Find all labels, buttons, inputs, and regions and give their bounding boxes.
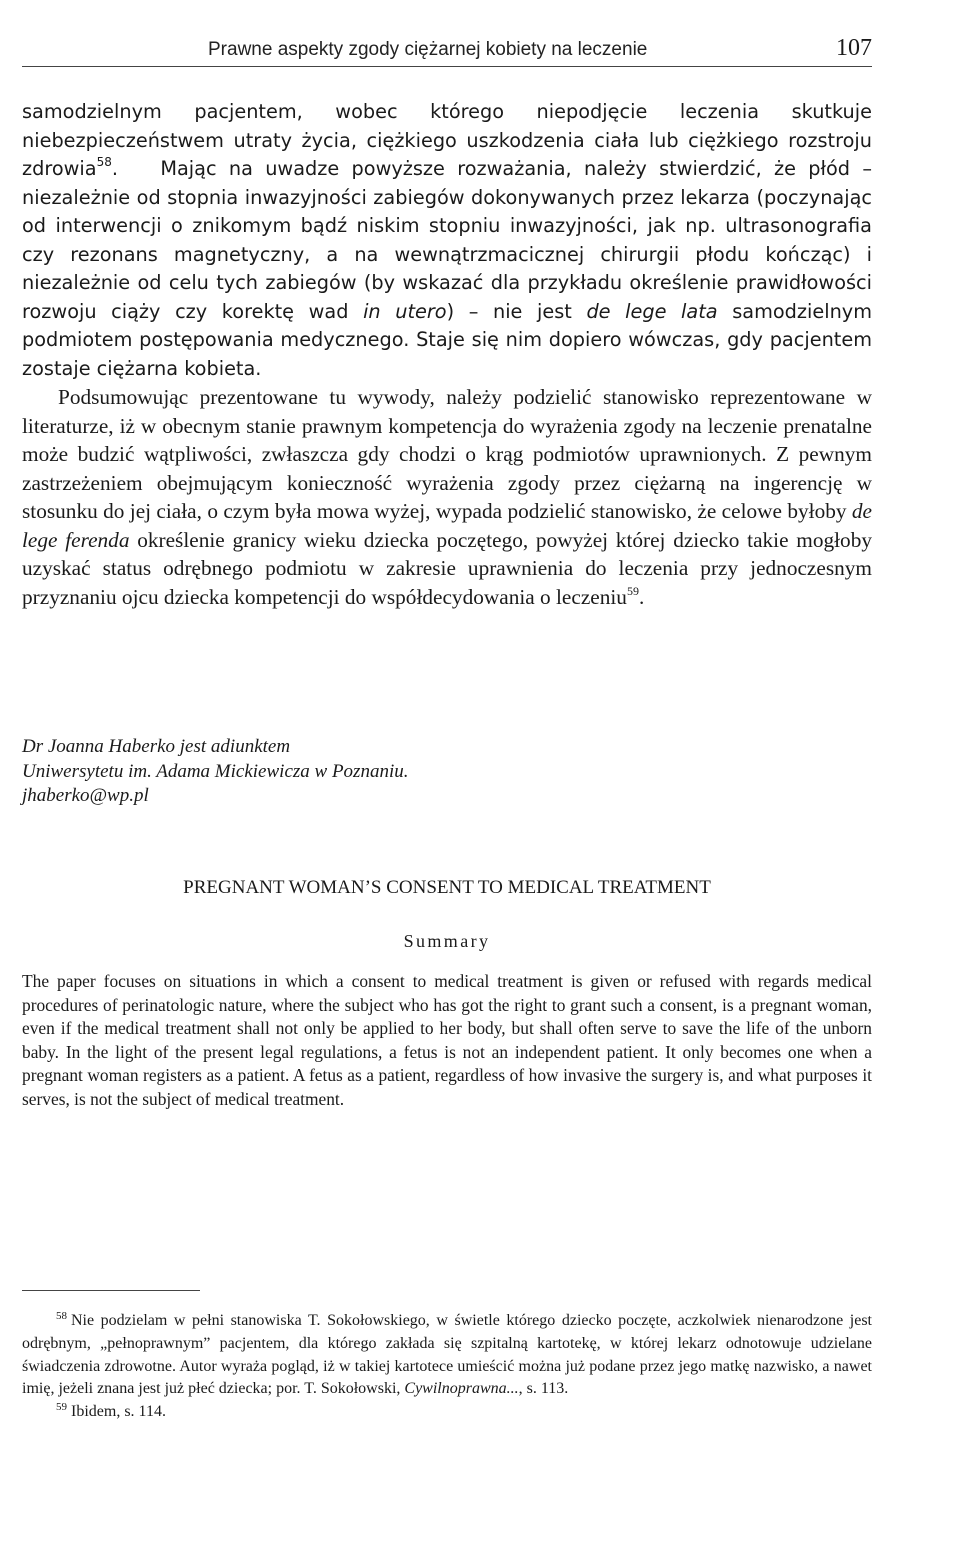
paragraph-text: określenie granicy wieku dziecka poczętego, powyżej której dziecko takie mogłoby uzyskać status odrębnego podmiotu w zakresie uprawnienia do leczenia przy jednoczesnym przyznaniu ojcu dziecka kompetencji do współdecydowania o leczeniu [22,527,872,609]
running-header [22,36,872,67]
affiliation-line: Dr Joanna Haberko jest adiunktem [22,736,291,757]
summary-heading: Summary [403,931,491,951]
footnote-ref-59[interactable]: 59 [626,583,639,598]
paragraph-text: . [638,584,645,609]
summary-title: PREGNANT WOMAN’S CONSENT TO MEDICAL TREATMENT [183,877,711,898]
footnote-text: Ibidem, s. 114. [71,1403,166,1421]
footnote-58 [22,1310,872,1401]
italic-term: de lege lata [586,299,718,323]
italic-term: de lege ferenda [22,499,872,552]
footnote-59 [22,1401,872,1424]
page-number: 107 [836,35,872,61]
main-text [22,98,872,611]
paragraph-text: samodzielnym podmiotem postępowania medycznego. Staje się nim dopiero wówczas, gdy pacjentem zostaje ciężarna kobieta. [22,299,872,380]
footnote-ref-58[interactable]: 58 [96,155,112,169]
author-email[interactable]: jhaberko@wp.pl [22,785,149,806]
summary-paragraph: The paper focuses on situations in which a consent to medical treatment is given or refused with regards medical procedures of perinatologic nature, where the subject who has got the right to grant such a consent, is a pregnant woman, even if the medical treatment shall not only be applied to her body, but shall often serve to save the life of the unborn baby. In the light of the present legal regulations, a fetus is not an independent patient. It only becomes one when a pregnant woman registers as a patient. A fetus as a patient, regardless of how invasive the surgery is, and what purposes it serves, is not the subject of medical treatment. [22,971,872,1109]
paragraph-text: ) – nie jest [446,299,587,323]
affiliation-line: Uniwersytetu im. Adama Mickiewicza w Poznaniu. [22,760,409,782]
paragraph-text: . [111,157,119,180]
paragraph-text: Mając na uwadze powyższe rozważania, należy stwierdzić, że płód – niezależnie od stopnia inwazyjności zabiegów dokonywanych przez lekarza (poczynając od interwencji o znikomym bądź niskim stopniu inwazyjności, jak np. ultrasonografia czy rezonans magnetyczny, a na wewnątrzmacicznej chirurgii płodu kończąc) i niezależnie od celu tych zabiegów (by wskazać dla przykładu określenie prawidłowości rozwoju ciąży czy korektę wad [22,157,872,323]
author-affiliation [22,735,408,809]
running-title: Prawne aspekty zgody ciężarnej kobiety na leczenie [208,39,648,60]
footnote-text: Nie podzielam w pełni stanowiska T. Sokołowskiego, w świetle którego dziecko poczęte, aczkolwiek nienarodzone jest odrębnym, „pełnoprawnym” pacjentem, dla którego zakłada się szpitalną kartotekę, w której lekarz odnotowuje udzielane świadczenia zdrowotne. Autor wyraża pogląd, iż w takiej kartotece umieścić można już podane przez jego matkę nazwisko, a nawet imię, jeżeli znana jest już płeć dziecka; por. T. Sokołowski, [22,1312,872,1398]
summary-text [22,970,872,1112]
paragraph-conclusion [22,383,872,611]
paragraph-text: samodzielnym pacjentem, wobec którego niepodjęcie leczenia skutkuje niebezpieczeństwem utraty życia, ciężkiego uszkodzenia ciała lub ciężkiego rozstroju zdrowia [22,100,872,180]
footnotes [22,1310,872,1424]
paragraph-text: Podsumowując prezentowane tu wywody, należy podzielić stanowisko reprezentowane w literaturze, iż w obecnym stanie prawnym kompetencja do wyrażenia zgody na leczenie prenatalne może budzić wątpliwości, zwłaszcza gdy chodzi o krąg podmiotów uprawnionych. Z pewnym zastrzeżeniem obejmującym konieczność wyrażenia zgody przez ciężarną na ingerencję w stosunku do jej ciała, o czym była mowa wyżej, wypada podzielić stanowisko, że celowe byłoby [22,385,872,523]
italic-title: Cywilnoprawna... [404,1380,519,1398]
footnote-divider [22,1290,200,1291]
footnote-number: 59 [56,1401,67,1414]
footnote-number: 58 [56,1310,67,1322]
italic-term: in utero [363,299,447,323]
paragraph-continuation [22,98,872,383]
footnote-text: , s. 113. [518,1380,569,1398]
